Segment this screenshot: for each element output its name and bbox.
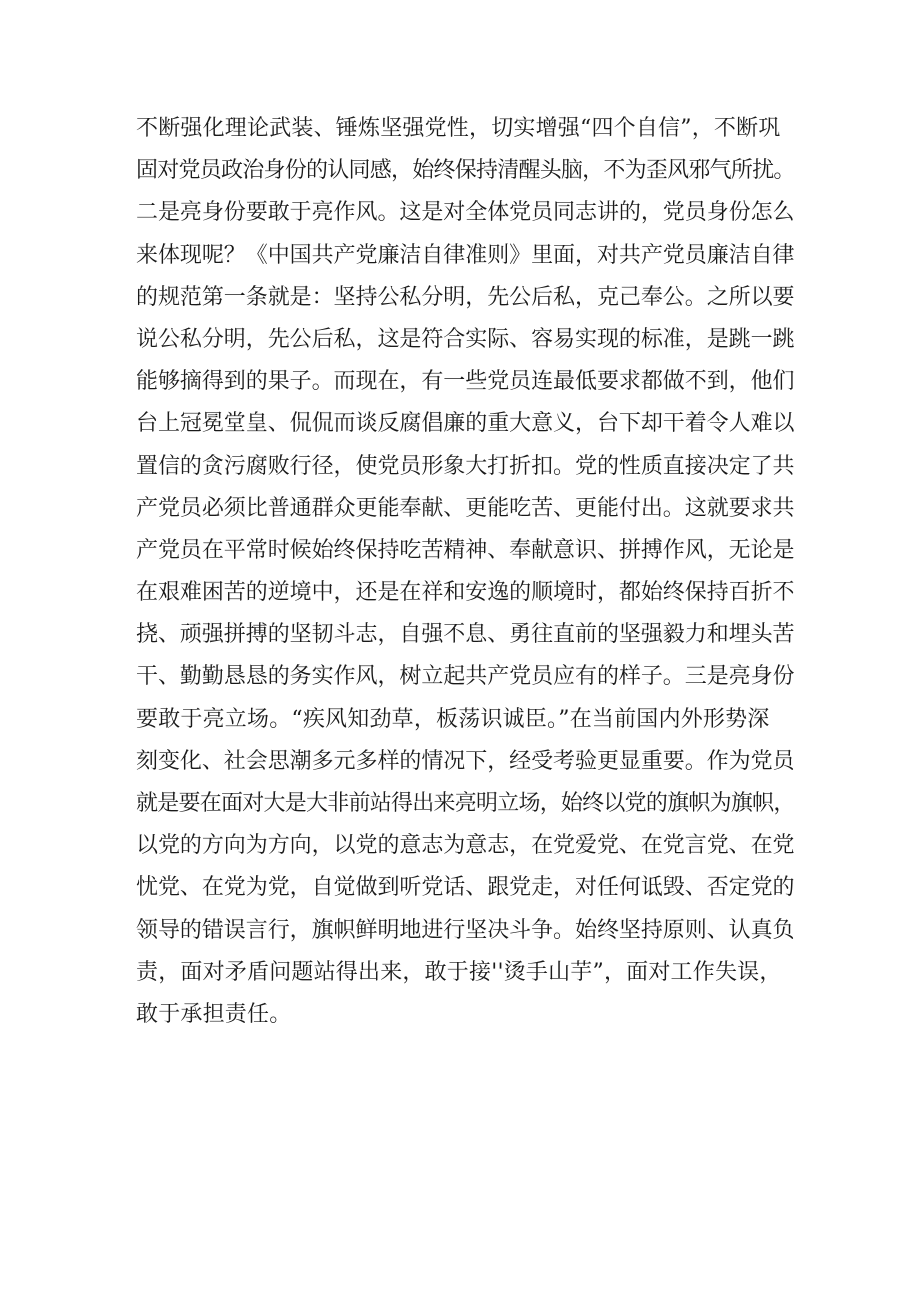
text-line: 说公私分明，先公后私，这是符合实际、容易实现的标准，是跳一跳 xyxy=(136,326,795,352)
text-line: 来体现呢？《中国共产党廉洁自律准则》里面，对共产党员廉洁自律 xyxy=(136,242,795,268)
text-line: 置信的贪污腐败行径，使党员形象大打折扣。党的性质直接决定了共 xyxy=(136,453,795,479)
text-line: 在艰难困苦的逆境中，还是在祥和安逸的顺境时，都始终保持百折不 xyxy=(136,580,795,606)
text-line: 的规范第一条就是：坚持公私分明，先公后私，克己奉公。之所以要 xyxy=(136,284,795,310)
text-line: 挠、顽强拼搏的坚韧斗志，自强不息、勇往直前的坚强毅力和埋头苦 xyxy=(136,622,795,648)
text-line: 干、勤勤恳恳的务实作风，树立起共产党员应有的样子。三是亮身份 xyxy=(136,664,795,690)
text-line: 忧党、在党为党，自觉做到听党话、跟党走，对任何诋毁、否定党的 xyxy=(136,875,795,901)
text-line: 以党的方向为方向，以党的意志为意志，在党爱党、在党言党、在党 xyxy=(136,833,795,859)
body-paragraph xyxy=(136,108,796,1036)
text-line: 领导的错误言行，旗帜鲜明地进行坚决斗争。始终坚持原则、认真负 xyxy=(136,917,795,943)
text-line: 要敢于亮立场。“疾风知劲草，板荡识诚臣。”在当前国内外形势深 xyxy=(136,706,770,732)
text-line: 台上冠冕堂皇、侃侃而谈反腐倡廉的重大意义，台下却干着令人难以 xyxy=(136,411,795,437)
text-line: 能够摘得到的果子。而现在，有一些党员连最低要求都做不到，他们 xyxy=(136,369,795,395)
text-line: 敢于承担责任。 xyxy=(136,1001,292,1027)
text-line: 产党员在平常时候始终保持吃苦精神、奉献意识、拼搏作风，无论是 xyxy=(136,537,795,563)
text-line: 刻变化、社会思潮多元多样的情况下，经受考验更显重要。作为党员 xyxy=(136,748,795,774)
text-line: 二是亮身份要敢于亮作风。这是对全体党员同志讲的，党员身份怎么 xyxy=(136,200,795,226)
text-line: 责，面对矛盾问题站得出来，敢于接''烫手山芋”，面对工作失误， xyxy=(136,959,782,985)
text-line: 就是要在面对大是大非前站得出来亮明立场，始终以党的旗帜为旗帜， xyxy=(136,791,795,816)
text-line: 产党员必须比普通群众更能奉献、更能吃苦、更能付出。这就要求共 xyxy=(136,495,795,521)
text-line: 固对党员政治身份的认同感，始终保持清醒头脑，不为歪风邪气所扰。 xyxy=(136,158,795,184)
text-line: 不断强化理论武装、锤炼坚强党性，切实增强“四个自信”，不断巩 xyxy=(136,116,781,141)
